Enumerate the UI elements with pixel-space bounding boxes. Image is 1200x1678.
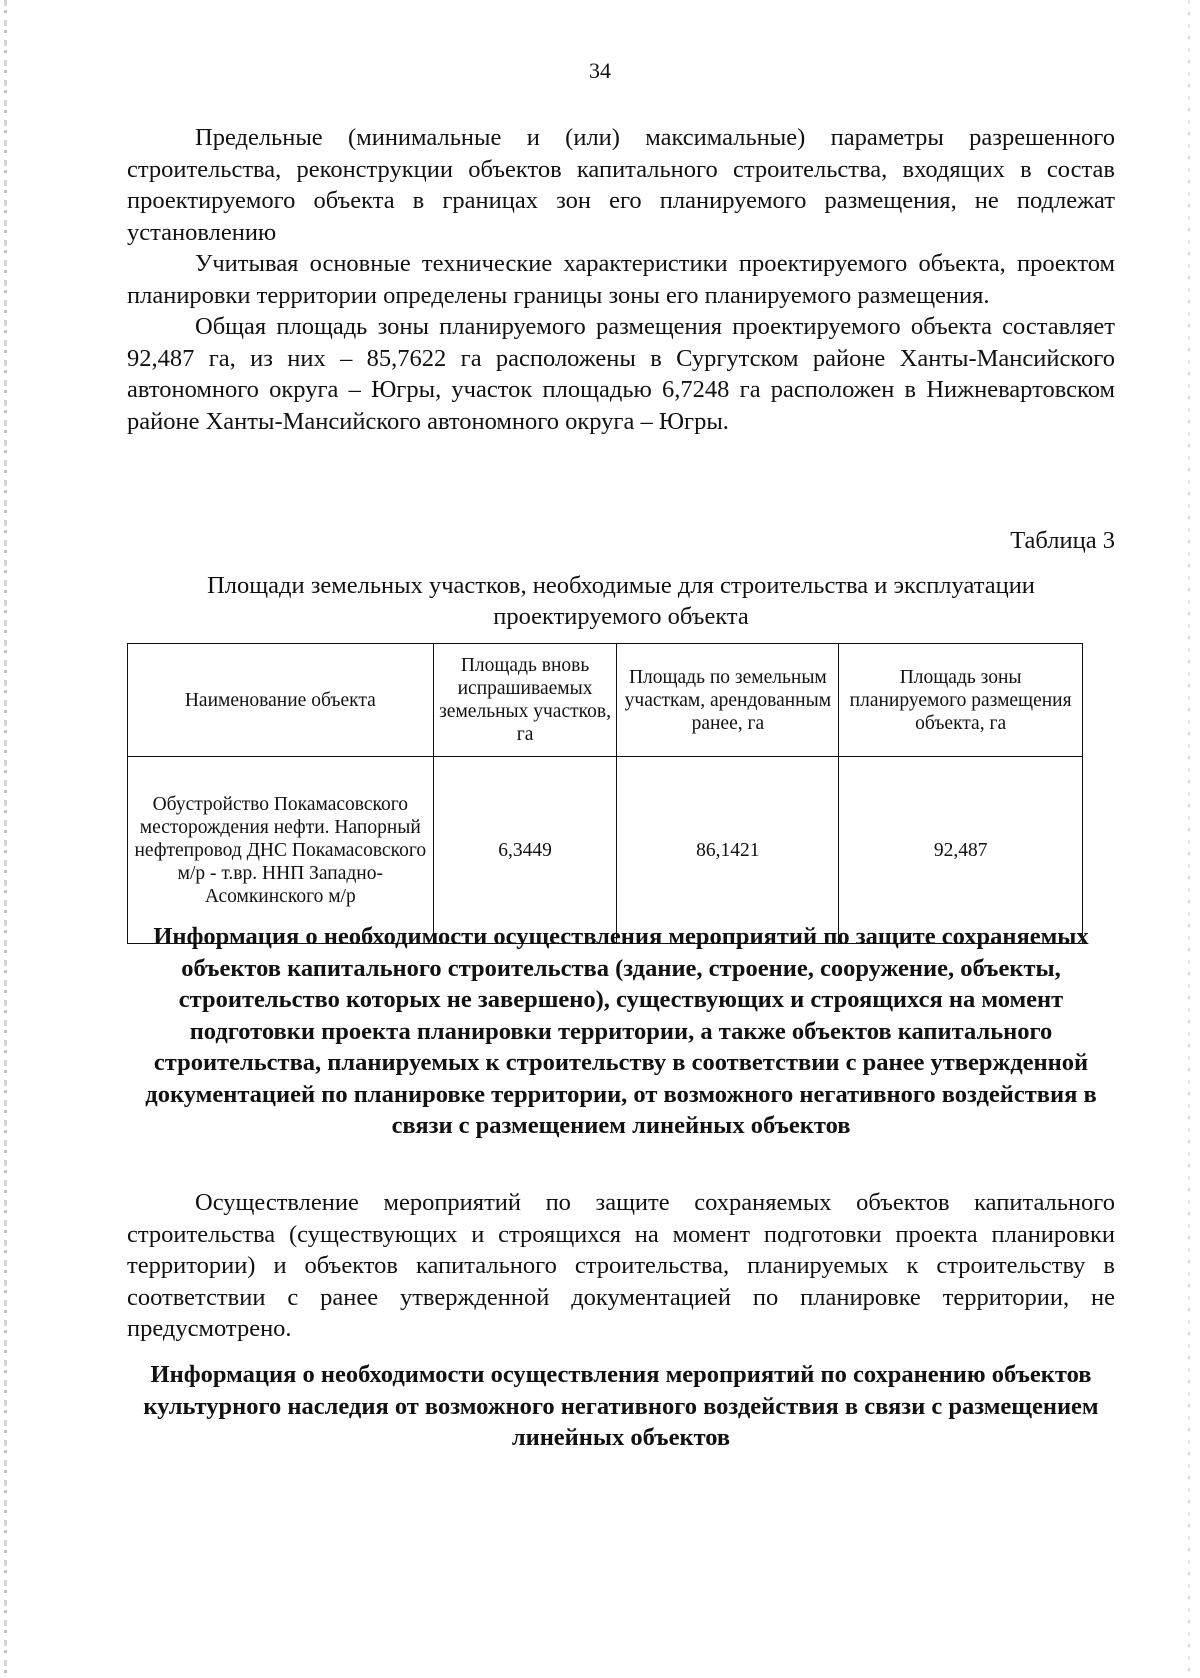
header-new-area: Площадь вновь испрашиваемых земельных участков, га	[433, 644, 617, 757]
header-leased-area: Площадь по земельным участкам, арендованным ранее, га	[617, 644, 839, 757]
table-caption: Площади земельных участков, необходимые для строительства и эксплуатации проектируемого объекта	[207, 572, 1035, 630]
section-text-protection	[127, 1187, 1115, 1345]
section-heading-protection: Информация о необходимости осуществления мероприятий по защите сохраняемых объектов капитального строительства (здание, строение, сооружение, объекты, строительство которых не завершено), существующих и строящихся на момент подготовки проекта планировки территории, а также объектов капитального строительства, планируемых к строительству в соответствии с ранее утвержденной документацией по планировке территории, от возможного негативного воздействия в связи с размещением линейных объектов	[145, 923, 1097, 1139]
header-object-name: Наименование объекта	[128, 644, 434, 757]
page-number: 34	[589, 58, 611, 83]
cell-leased-area: 86,1421	[617, 757, 839, 944]
table-header-row	[128, 644, 1083, 757]
cell-object-name: Обустройство Покамасовского месторождения нефти. Напорный нефтепровод ДНС Покамасовского м/р - т.вр. ННП Западно-Асомкинского м/р	[128, 757, 434, 944]
section-heading-heritage: Информация о необходимости осуществления мероприятий по сохранению объектов культурного наследия от возможного негативного воздействия в связи с размещением линейных объектов	[143, 1361, 1099, 1451]
table-label: Таблица 3	[1010, 527, 1115, 554]
paragraph-boundaries: Учитывая основные технические характеристики проектируемого объекта, проектом планировки территории определены границы зоны его планируемого размещения.	[127, 250, 1115, 309]
cell-new-area: 6,3449	[433, 757, 617, 944]
paragraph-protection: Осуществление мероприятий по защите сохраняемых объектов капитального строительства (существующих и строящихся на момент подготовки проекта планировки территории) и объектов капитального строительства, планируемых к строительству в соответствии с ранее утвержденной документацией по планировке территории, не предусмотрено.	[127, 1189, 1115, 1342]
paragraph-total-area: Общая площадь зоны планируемого размещения проектируемого объекта составляет 92,487 га, из них – 85,7622 га расположены в Сургутском районе Ханты-Мансийского автономного округа – Югры, участок площадью 6,7248 га расположен в Нижневартовском районе Ханты-Мансийского автономного округа – Югры.	[127, 313, 1115, 435]
scan-edge-right	[1188, 0, 1190, 1678]
land-area-table	[127, 643, 1083, 944]
intro-text	[127, 122, 1115, 437]
scan-edge-left	[4, 0, 7, 1678]
table-row	[128, 757, 1083, 944]
paragraph-parameters: Предельные (минимальные и (или) максимальные) параметры разрешенного строительства, реконструкции объектов капитального строительства, входящих в состав проектируемого объекта в границах зон его планируемого размещения, не подлежат установлению	[127, 124, 1115, 246]
cell-zone-area: 92,487	[839, 757, 1083, 944]
header-zone-area: Площадь зоны планируемого размещения объекта, га	[839, 644, 1083, 757]
